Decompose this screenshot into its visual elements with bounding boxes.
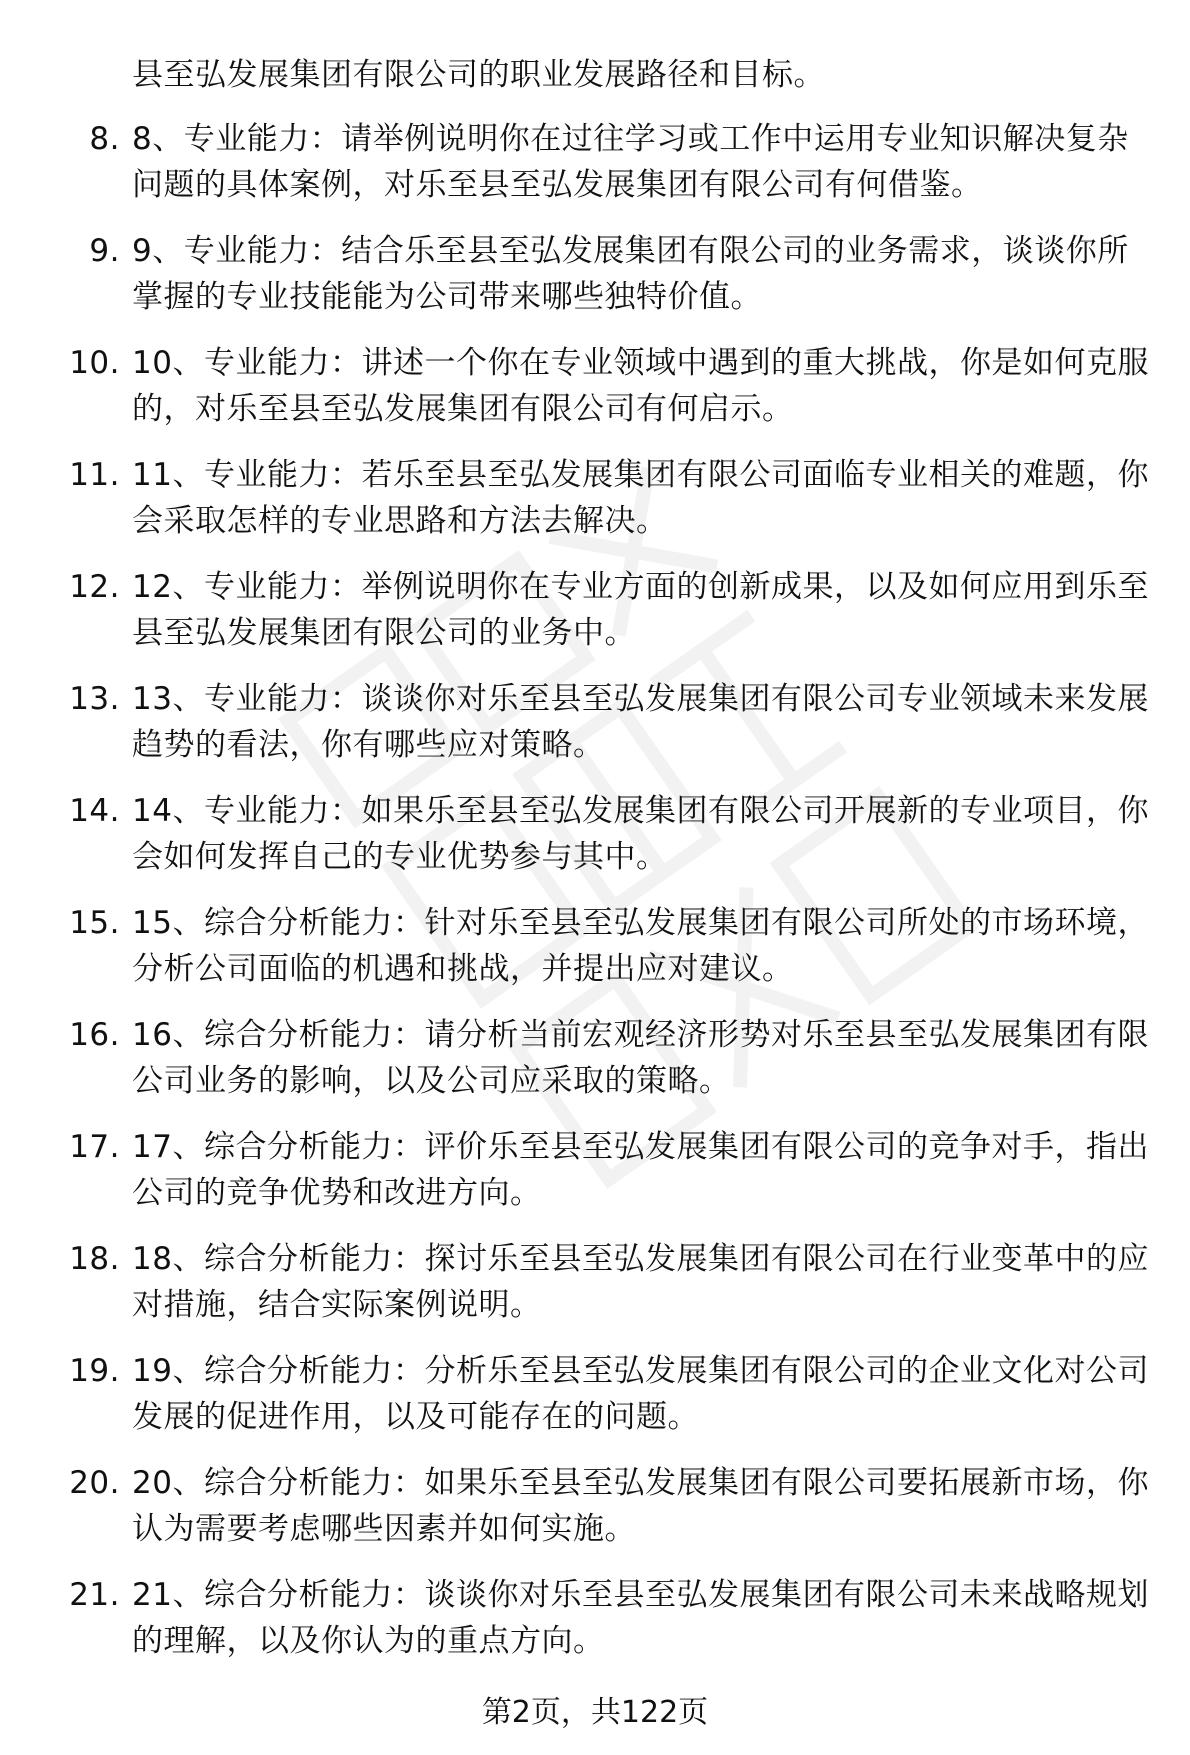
question-number: 15. [69,905,120,941]
question-text: 21、综合分析能力：谈谈你对乐至县至弘发展集团有限公司未来战略规划的理解，以及你认为的重点方向。 [132,1577,1149,1659]
question-item [0,1236,1190,1328]
question-number: 10. [69,345,120,381]
question-item [0,1124,1190,1216]
question-item [0,564,1190,656]
question-text: 12、专业能力：举例说明你在专业方面的创新成果，以及如何应用到乐至县至弘发展集团有限公司的业务中。 [132,569,1149,651]
question-number: 12. [69,569,120,605]
question-text: 14、专业能力：如果乐至县至弘发展集团有限公司开展新的专业项目，你会如何发挥自己的专业优势参与其中。 [132,793,1149,875]
question-number: 13. [69,681,120,717]
question-item [0,1460,1190,1552]
question-number: 20. [69,1465,120,1501]
question-text: 10、专业能力：讲述一个你在专业领域中遇到的重大挑战，你是如何克服的，对乐至县至弘发展集团有限公司有何启示。 [132,345,1149,427]
question-text: 8、专业能力：请举例说明你在过往学习或工作中运用专业知识解决复杂问题的具体案例，对乐至县至弘发展集团有限公司有何借鉴。 [132,121,1129,203]
question-text: 13、专业能力：谈谈你对乐至县至弘发展集团有限公司专业领域未来发展趋势的看法，你有哪些应对策略。 [132,681,1149,763]
question-item [0,788,1190,880]
question-number: 21. [69,1577,120,1613]
question-number: 18. [69,1241,120,1277]
question-text: 11、专业能力：若乐至县至弘发展集团有限公司面临专业相关的难题，你会采取怎样的专业思路和方法去解决。 [132,457,1149,539]
question-text: 9、专业能力：结合乐至县至弘发展集团有限公司的业务需求，谈谈你所掌握的专业技能能为公司带来哪些独特价值。 [132,233,1129,315]
question-number: 9. [89,233,120,269]
question-item [0,228,1190,320]
question-item [0,452,1190,544]
question-number: 19. [69,1353,120,1389]
question-item [0,900,1190,992]
question-list [0,116,1190,1684]
question-text: 19、综合分析能力：分析乐至县至弘发展集团有限公司的企业文化对公司发展的促进作用，以及可能存在的问题。 [132,1353,1149,1435]
question-item [0,116,1190,208]
question-item [0,1012,1190,1104]
question-text: 15、综合分析能力：针对乐至县至弘发展集团有限公司所处的市场环境，分析公司面临的机遇和挑战，并提出应对建议。 [132,905,1149,987]
question-item [0,1348,1190,1440]
question-item [0,1572,1190,1664]
question-text: 17、综合分析能力：评价乐至县至弘发展集团有限公司的竞争对手，指出公司的竞争优势和改进方向。 [132,1129,1149,1211]
question-item [0,676,1190,768]
question-number: 11. [69,457,120,493]
page-number-footer: 第2页，共122页 [481,1695,709,1730]
question-number: 17. [69,1129,120,1165]
question-number: 16. [69,1017,120,1053]
question-item [0,340,1190,432]
question-number: 8. [89,121,120,157]
question-text: 20、综合分析能力：如果乐至县至弘发展集团有限公司要拓展新市场，你认为需要考虑哪些因素并如何实施。 [132,1465,1149,1547]
continued-question-text: 县至弘发展集团有限公司的职业发展路径和目标。 [132,57,825,93]
question-text: 16、综合分析能力：请分析当前宏观经济形势对乐至县至弘发展集团有限公司业务的影响，以及公司应采取的策略。 [132,1017,1149,1099]
question-text: 18、综合分析能力：探讨乐至县至弘发展集团有限公司在行业变革中的应对措施，结合实际案例说明。 [132,1241,1149,1323]
question-number: 14. [69,793,120,829]
